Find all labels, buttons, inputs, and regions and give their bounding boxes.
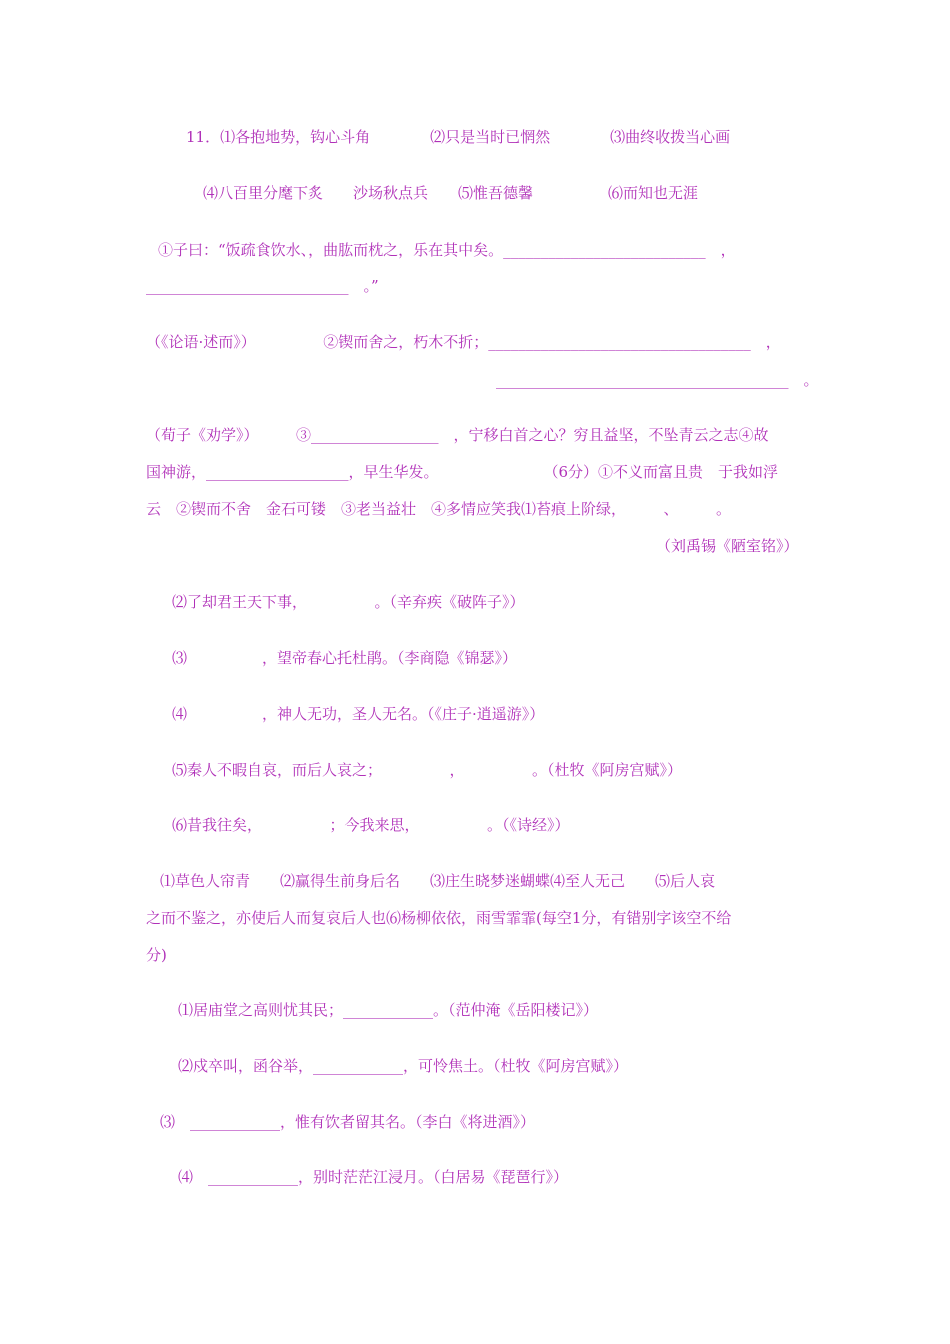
question-line: ⑷ ，神人无功，圣人无名。（《庄子·逍遥游》） bbox=[172, 705, 545, 723]
answer-line-11: 11．⑴各抱地势，钩心斗角 ⑵只是当时已惘然 ⑶曲终收拨当心画 bbox=[186, 128, 731, 146]
question-line: ⑵戍卒叫，函谷举，____________，可怜焦土。（杜牧《阿房宫赋》） bbox=[178, 1057, 629, 1075]
question-line: ___________________________ 。” bbox=[146, 277, 379, 295]
question-line: ⑸秦人不暇自哀，而后人哀之； ， 。（杜牧《阿房宫赋》） bbox=[172, 761, 683, 779]
question-line: （《论语·述而》） ②锲而舍之，朽木不折；___________________________________ ， bbox=[146, 333, 781, 351]
question-line: ⑹昔我往矣， ；今我来思， 。（《诗经》） bbox=[172, 816, 570, 834]
question-line: ⑵了却君王天下事， 。（辛弃疾《破阵子》） bbox=[172, 593, 525, 611]
answer-line: 云 ②锲而不舍 金石可镂 ③老当益壮 ④多情应笑我⑴苔痕上阶绿， 、 。 bbox=[146, 500, 732, 518]
answer-line-11-continued: ⑷八百里分麾下炙 沙场秋点兵 ⑸惟吾德馨 ⑹而知也无涯 bbox=[203, 184, 699, 202]
question-line: ⑴居庙堂之高则忧其民；____________。（范仲淹《岳阳楼记》） bbox=[178, 1001, 599, 1019]
answer-line: 之而不鉴之，亦使后人而复哀后人也⑹杨柳依依，雨雪霏霏(每空1分，有错别字该空不给 bbox=[146, 909, 732, 927]
question-line: （荀子《劝学》） ③_________________ ，宁移白首之心？穷且益坚，不坠青云之志④故 bbox=[146, 426, 769, 444]
question-line: _______________________________________ 。 bbox=[496, 371, 819, 389]
question-line: 国神游，___________________，早生华发。 （6分）①不义而富且贵 于我如浮 bbox=[146, 463, 779, 481]
question-line: ⑷ ____________，别时茫茫江浸月。（白居易《琵琶行》） bbox=[178, 1168, 569, 1186]
question-line: ①子曰：“饭疏食饮水、，曲肱而枕之，乐在其中矣。___________________________ ， bbox=[158, 241, 736, 259]
source-attribution: （刘禹锡《陋室铭》） bbox=[656, 537, 799, 555]
question-line: ⑶ ____________，惟有饮者留其名。（李白《将进酒》） bbox=[160, 1113, 536, 1131]
question-line: ⑶ ，望帝春心托杜鹃。（李商隐《锦瑟》） bbox=[172, 649, 518, 667]
answer-line: ⑴草色人帘青 ⑵赢得生前身后名 ⑶庄生晓梦迷蝴蝶⑷至人无己 ⑸后人哀 bbox=[160, 872, 716, 890]
answer-line: 分) bbox=[146, 946, 167, 964]
